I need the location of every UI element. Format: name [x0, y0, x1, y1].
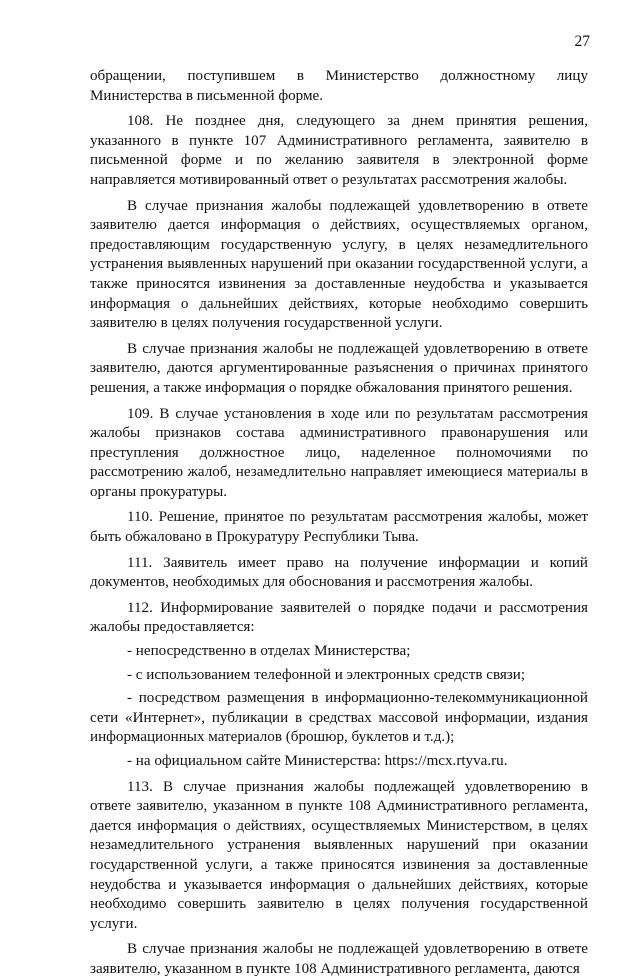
paragraph-112: 112. Информирование заявителей о порядке подачи и рассмотрения жалобы предоставляется:: [90, 599, 588, 636]
paragraph-unsatisfied-113: В случае признания жалобы не подлежащей удовлетворению в ответе заявителю, указанном в пункте 108 Административного регламента, даются: [90, 941, 588, 977]
body-text: [90, 67, 588, 980]
list-item: - посредством размещения в информационно-телекоммуникационной сети «Интернет», публикации в средствах массовой информации, издания информационных материалов (брошюр, буклетов и т.д.);: [90, 690, 588, 746]
list-item: - с использованием телефонной и электронных средств связи;: [127, 666, 526, 683]
informing-methods-list: [90, 642, 588, 772]
paragraph-110: 110. Решение, принятое по результатам рассмотрения жалобы, может быть обжаловано в Прокуратуру Республики Тыва.: [90, 509, 588, 546]
paragraph-113: 113. В случае признания жалобы подлежащей удовлетворению в ответе заявителю, указанном в пункте 108 Административного регламента, дается информация о действиях, осуществляемых Министерством, в целях незамедлительного устранения выявленных нарушений при оказании государственной услуги, а также приносятся извинения за доставленные неудобства и указывается информация о дальнейших действиях, которые необходимо совершить заявителю в целях получения государственной услуги.: [90, 778, 588, 932]
paragraph-unsatisfied-complaint: В случае признания жалобы не подлежащей удовлетворению в ответе заявителю, даются аргументированные разъяснения о причинах принятого решения, а также информация о порядке обжалования принятого решения.: [90, 340, 588, 396]
paragraph-satisfied-complaint: В случае признания жалобы подлежащей удовлетворению в ответе заявителю дается информация о действиях, осуществляемых органом, предоставляющим государственную услугу, в целях незамедлительного устранения выявленных нарушений при оказании государственной услуги, а также приносятся извинения за доставленные неудобства и указывается информация о дальнейших действиях, которые необходимо совершить заявителю в целях получения государственной услуги.: [90, 197, 588, 332]
page-number: 27: [574, 33, 590, 50]
paragraph-109: 109. В случае установления в ходе или по результатам рассмотрения жалобы признаков состава административного правонарушения или преступления должностное лицо, наделенное полномочиями по рассмотрению жалоб, незамедлительно направляет имеющиеся материалы в органы прокуратуры.: [90, 405, 588, 500]
paragraph-111: 111. Заявитель имеет право на получение информации и копий документов, необходимых для обоснования и рассмотрения жалобы.: [90, 554, 588, 591]
paragraph-continuation: обращении, поступившем в Министерство должностному лицу Министерства в письменной форме.: [90, 68, 588, 104]
list-item: - на официальном сайте Министерства: https://mcx.rtyva.ru.: [127, 753, 508, 769]
list-item: - непосредственно в отделах Министерства;: [127, 643, 411, 660]
paragraph-108: 108. Не позднее дня, следующего за днем принятия решения, указанного в пункте 107 Административного регламента, заявителю в письменной форме и по желанию заявителя в электронной форме направляется мотивированный ответ о результатах рассмотрения жалобы.: [90, 113, 588, 188]
